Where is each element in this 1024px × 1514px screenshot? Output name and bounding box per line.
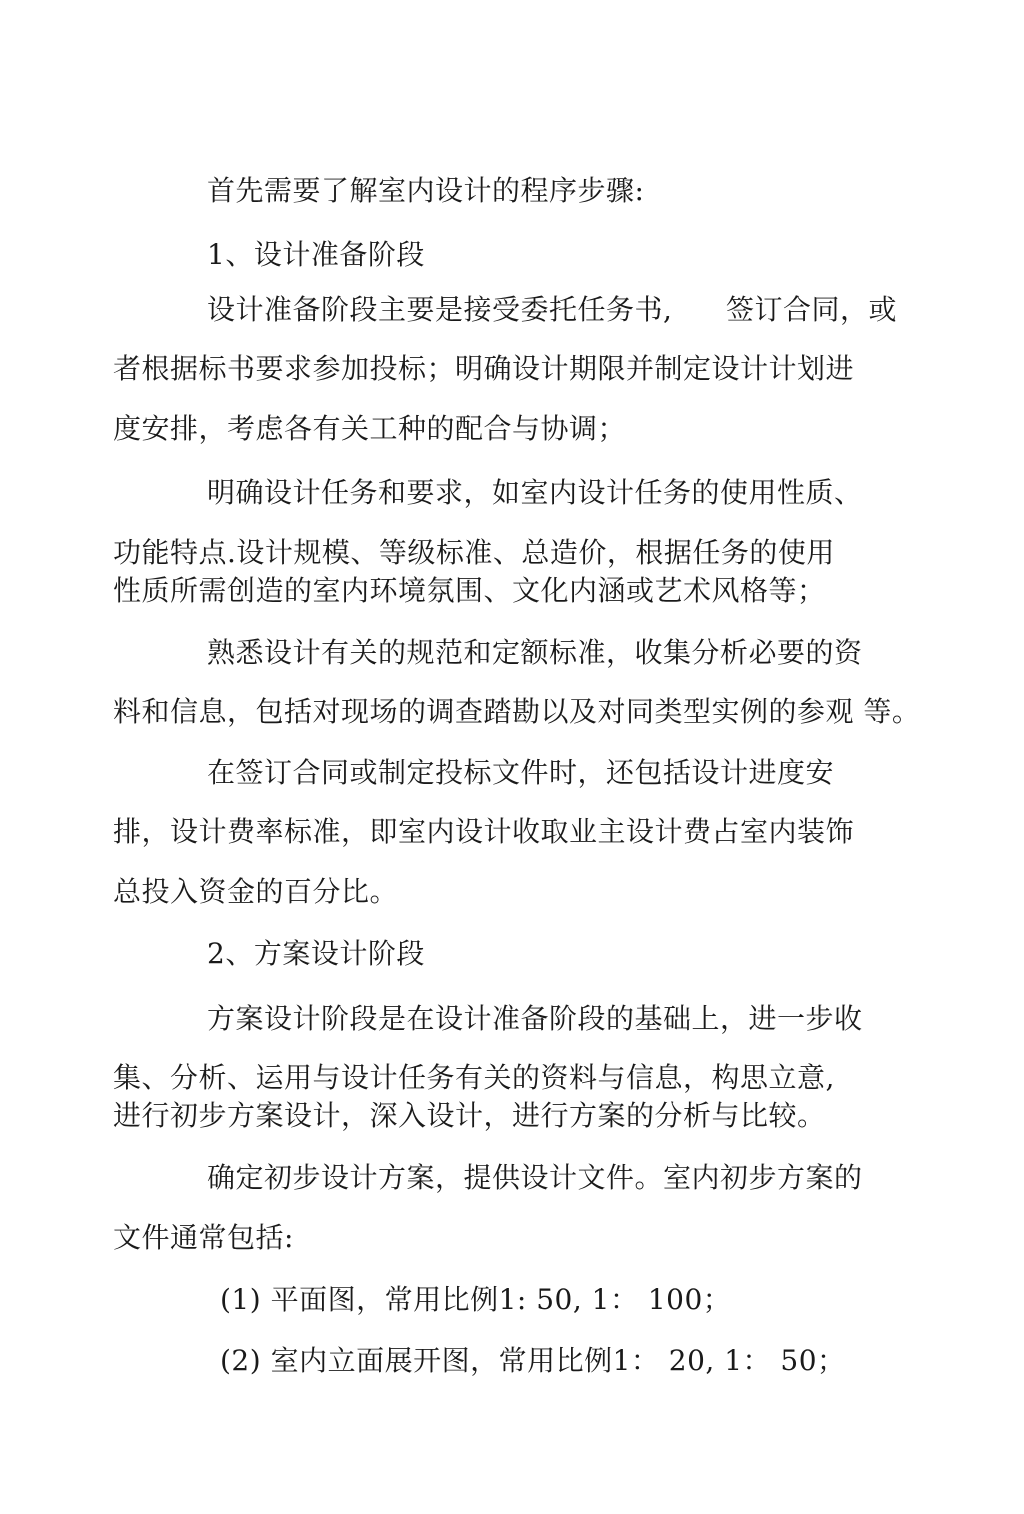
s1-p4-line1: 在签订合同或制定投标文件时，还包括设计进度安 xyxy=(207,756,835,789)
s1-p2-line1: 明确设计任务和要求，如室内设计任务的使用性质、 xyxy=(207,476,863,509)
section-1-heading: 1、设计准备阶段 xyxy=(207,238,425,271)
s1-p2-line3: 性质所需创造的室内环境氛围、文化内涵或艺术风格等； xyxy=(113,574,826,607)
s1-p1-line1-a: 设计准备阶段主要是接受委托任务书, xyxy=(207,293,673,326)
section-2-heading: 2、方案设计阶段 xyxy=(207,937,425,970)
s1-p4-line3: 总投入资金的百分比。 xyxy=(113,875,399,908)
s2-list-item-2: (2) 室内立面展开图，常用比例1： 20, 1： 50； xyxy=(220,1344,846,1377)
s2-p2-line2: 文件通常包括: xyxy=(113,1221,294,1254)
s1-p1-line1-b: 签订合同，或 xyxy=(726,293,898,326)
intro-line: 首先需要了解室内设计的程序步骤: xyxy=(207,174,645,207)
s1-p1-line3: 度安排，考虑各有关工种的配合与协调； xyxy=(113,412,627,445)
s1-p1-line2: 者根据标书要求参加投标；明确设计期限并制定设计计划进 xyxy=(113,352,855,385)
s2-p1-line3: 进行初步方案设计，深入设计，进行方案的分析与比较。 xyxy=(113,1099,826,1132)
s2-p2-line1: 确定初步设计方案，提供设计文件。室内初步方案的 xyxy=(207,1161,863,1194)
s1-p4-line2: 排，设计费率标准，即室内设计收取业主设计费占室内装饰 xyxy=(113,815,855,848)
s2-p1-line1: 方案设计阶段是在设计准备阶段的基础上，进一步收 xyxy=(207,1002,863,1035)
s1-p2-line2: 功能特点.设计规模、等级标准、总造价，根据任务的使用 xyxy=(113,536,835,569)
s1-p3-line1: 熟悉设计有关的规范和定额标准，收集分析必要的资 xyxy=(207,636,863,669)
s1-p3-line2: 料和信息，包括对现场的调查踏勘以及对同类型实例的参观 等。 xyxy=(113,695,921,728)
s2-p1-line2: 集、分析、运用与设计任务有关的资料与信息，构思立意, xyxy=(113,1061,835,1094)
s2-list-item-1: (1) 平面图，常用比例1: 50, 1： 100； xyxy=(220,1283,732,1316)
